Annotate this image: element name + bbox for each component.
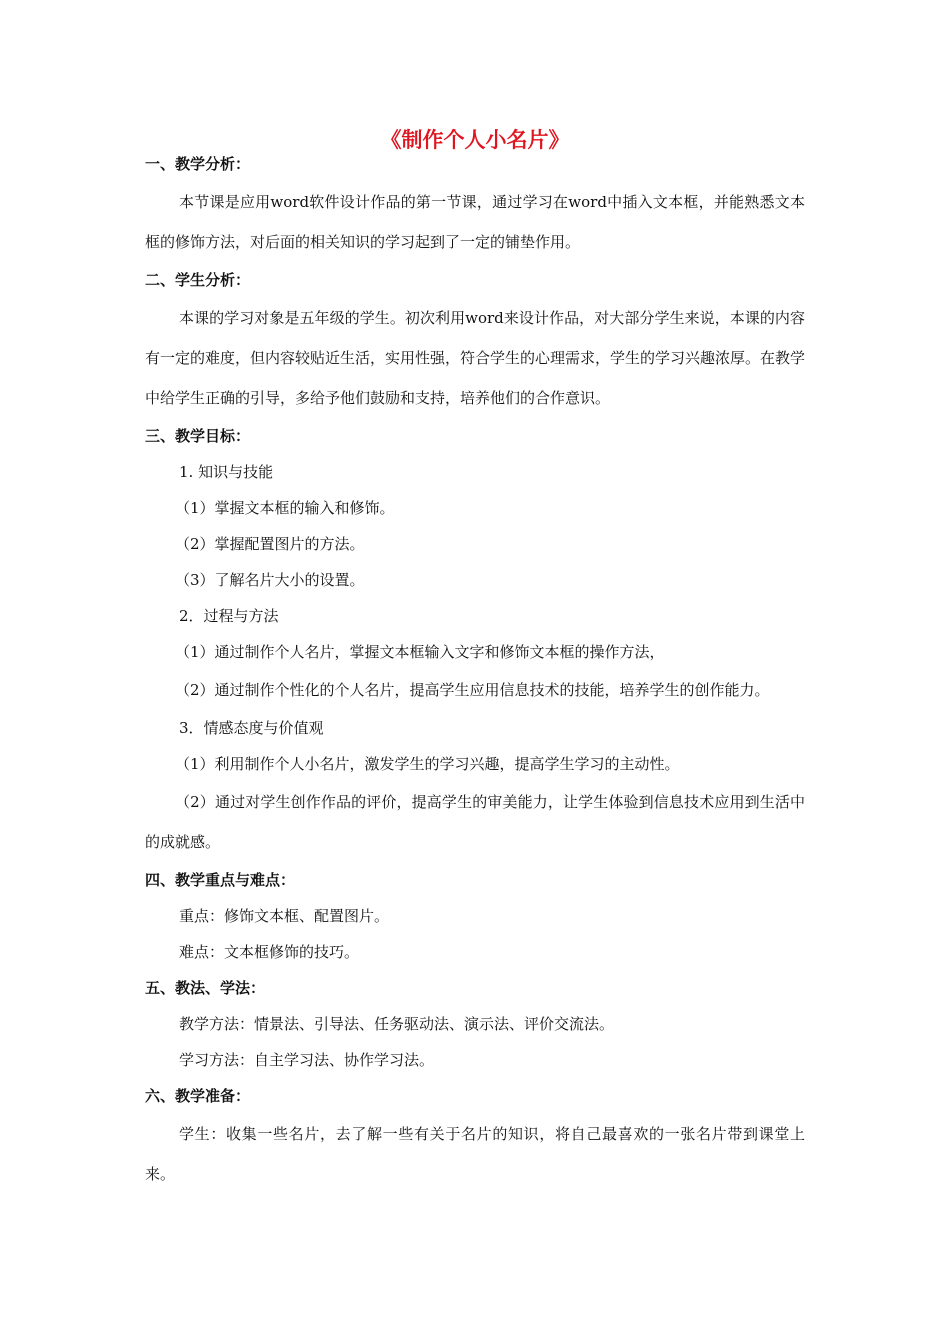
goal-group-knowledge: 1. 知识与技能 xyxy=(179,463,274,481)
teaching-method-text: 教学方法：情景法、引导法、任务驱动法、演示法、评价交流法。 xyxy=(179,1015,615,1033)
learning-method-text: 学习方法：自主学习法、协作学习法。 xyxy=(179,1051,435,1069)
section-heading-teaching-goals: 三、教学目标： xyxy=(145,427,251,445)
goal-item: （2）通过制作个性化的个人名片，提高学生应用信息技术的技能，培养学生的创作能力。 xyxy=(175,681,770,699)
goal-group-process: 2．过程与方法 xyxy=(179,607,279,625)
document-title: 《制作个人小名片》 xyxy=(380,128,570,152)
section-heading-preparation: 六、教学准备： xyxy=(145,1087,251,1105)
goal-item: （2）掌握配置图片的方法。 xyxy=(175,535,365,553)
student-preparation-text: 学生：收集一些名片，去了解一些有关于名片的知识，将自己最喜欢的一张名片带到课堂上来。 xyxy=(145,1125,805,1183)
goal-item: （3）了解名片大小的设置。 xyxy=(175,571,365,589)
teaching-analysis-paragraph: 本节课是应用word软件设计作品的第一节课，通过学习在word中插入文本框，并能熟悉文本框的修饰方法，对后面的相关知识的学习起到了一定的铺垫作用。 xyxy=(145,193,805,251)
section-heading-teaching-analysis: 一、教学分析： xyxy=(145,155,251,173)
student-analysis-paragraph: 本课的学习对象是五年级的学生。初次利用word来设计作品，对大部分学生来说，本课的内容有一定的难度，但内容较贴近生活，实用性强，符合学生的心理需求，学生的学习兴趣浓厚。在教学中给学生正确的引导，多给予他们鼓励和支持，培养他们的合作意识。 xyxy=(145,309,806,407)
goal-item: （1）利用制作个人小名片，激发学生的学习兴趣，提高学生学习的主动性。 xyxy=(175,755,680,773)
goal-item: （1）通过制作个人名片，掌握文本框输入文字和修饰文本框的操作方法， xyxy=(175,643,665,661)
section-heading-student-analysis: 二、学生分析： xyxy=(145,271,251,289)
key-point-text: 重点：修饰文本框、配置图片。 xyxy=(179,907,390,925)
section-heading-methods: 五、教法、学法： xyxy=(145,979,266,997)
difficulty-text: 难点：文本框修饰的技巧。 xyxy=(179,943,360,961)
section-heading-key-points: 四、教学重点与难点： xyxy=(145,871,296,889)
document-body xyxy=(145,146,805,1194)
goal-item: （1）掌握文本框的输入和修饰。 xyxy=(175,499,395,517)
goal-group-emotion: 3．情感态度与价值观 xyxy=(179,719,324,737)
goal-item: （2）通过对学生创作作品的评价，提高学生的审美能力，让学生体验到信息技术应用到生活中的成就感。 xyxy=(145,793,805,851)
